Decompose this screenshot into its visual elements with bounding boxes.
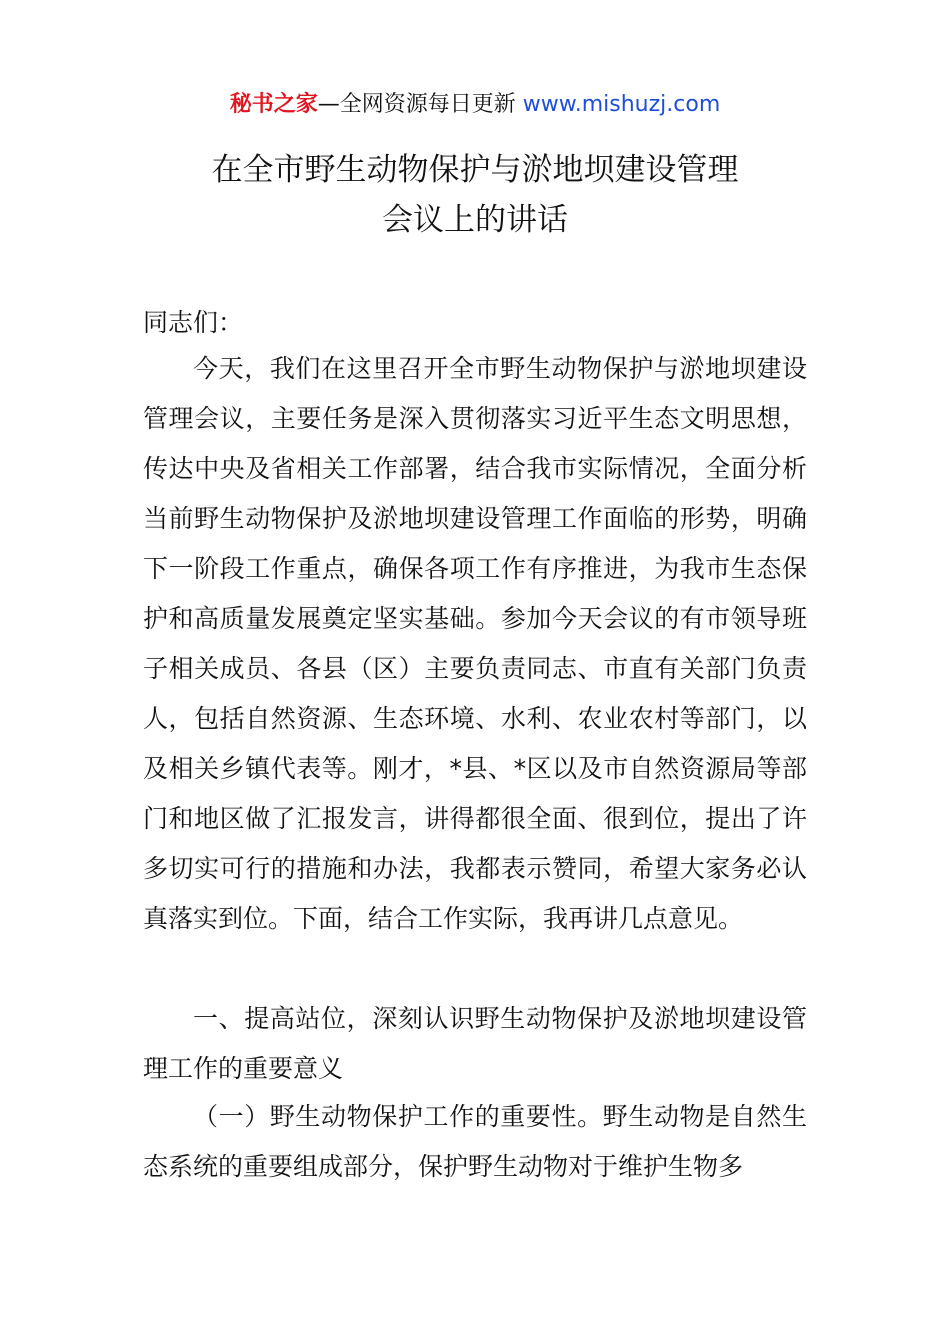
document-title-line-2: 会议上的讲话 — [382, 202, 568, 238]
site-header-banner — [0, 88, 950, 122]
paragraph-section-1-1: （一）野生动物保护工作的重要性。野生动物是自然生态系统的重要组成部分，保护野生动物对于维护生物多 — [143, 1102, 807, 1181]
site-tagline: —全网资源每日更新 — [317, 92, 516, 117]
site-brand: 秘书之家 — [229, 92, 318, 117]
section-heading-1: 一、提高站位，深刻认识野生动物保护及淤地坝建设管理工作的重要意义 — [143, 1004, 807, 1083]
document-title-line-1: 在全市野生动物保护与淤地坝建设管理 — [211, 152, 739, 188]
paragraph-intro: 今天，我们在这里召开全市野生动物保护与淤地坝建设管理会议，主要任务是深入贯彻落实习近平生态文明思想，传达中央及省相关工作部署，结合我市实际情况，全面分析当前野生动物保护及淤地坝建设管理工作面临的形势，明确下一阶段工作重点，确保各项工作有序推进，为我市生态保护和高质量发展奠定坚实基础。参加今天会议的有市领导班子相关成员、各县（区）主要负责同志、市直有关部门负责人，包括自然资源、生态环境、水利、农业农村等部门，以及相关乡镇代表等。刚才，*县、*区以及市自然资源局等部门和地区做了汇报发言，讲得都很全面、很到位，提出了许多切实可行的措施和办法，我都表示赞同，希望大家务必认真落实到位。下面，结合工作实际，我再讲几点意见。 — [143, 354, 807, 933]
salutation: 同志们： — [143, 308, 244, 337]
site-url-link[interactable]: www.mishuzj.com — [522, 92, 721, 117]
